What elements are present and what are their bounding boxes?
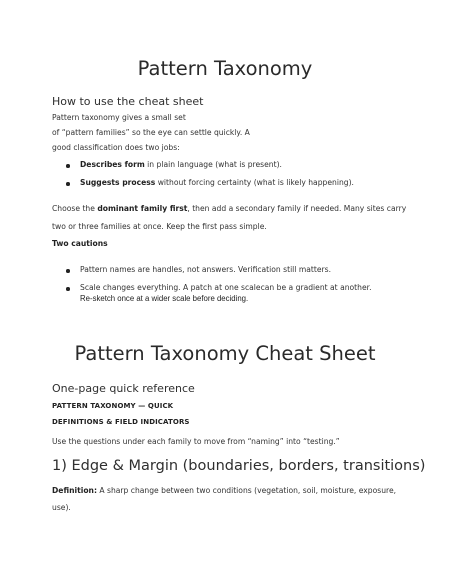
job-item-2 (80, 178, 354, 187)
cautions-heading: Two cautions (52, 239, 108, 248)
family-heading: 1) Edge & Margin (boundaries, borders, transitions) (52, 458, 426, 474)
job-item-1-text: in plain language (what is present). (144, 160, 282, 169)
caps-heading-line-1: PATTERN TAXONOMY — QUICK (52, 402, 174, 410)
choose-post: , then add a secondary family if needed. Many sites carry (187, 204, 407, 213)
definition-paragraph (52, 486, 396, 495)
instruction-text: Use the questions under each family to move from “naming” into “testing.” (52, 437, 340, 446)
bullet-icon (66, 287, 70, 291)
choose-paragraph (52, 204, 406, 213)
intro-line-3: good classification does two jobs: (52, 143, 180, 152)
definition-paragraph-line-2: use). (52, 503, 71, 512)
definition-text: A sharp change between two conditions (vegetation, soil, moisture, exposure, (96, 486, 397, 495)
job-item-1-bold: Describes form (80, 160, 145, 169)
job-item-2-bold: Suggests process (80, 178, 156, 187)
page-title: Pattern Taxonomy (137, 57, 313, 80)
job-item-2-text: without forcing certainty (what is likely happening). (155, 178, 354, 187)
bullet-icon (66, 182, 70, 186)
cheat-sheet-subheading: One-page quick reference (52, 382, 195, 395)
caution-item-2-continued: Re-sketch once at a wider scale before deciding. (80, 294, 249, 303)
caution-item-2: Scale changes everything. A patch at one scalecan be a gradient at another. (80, 283, 372, 292)
choose-pre: Choose the (52, 204, 98, 213)
cheat-sheet-title: Pattern Taxonomy Cheat Sheet (74, 342, 376, 365)
job-item-1 (80, 160, 282, 169)
section-subheading: How to use the cheat sheet (52, 95, 204, 108)
intro-line-2: of “pattern families” so the eye can settle quickly. A (52, 128, 250, 137)
choose-paragraph-line-2: two or three families at once. Keep the first pass simple. (52, 222, 267, 231)
bullet-icon (66, 164, 70, 168)
intro-line-1: Pattern taxonomy gives a small set (52, 113, 186, 122)
choose-bold: dominant family first (97, 204, 188, 213)
caution-item-1: Pattern names are handles, not answers. Verification still matters. (80, 265, 331, 274)
caps-heading-line-2: DEFINITIONS & FIELD INDICATORS (52, 418, 190, 426)
bullet-icon (66, 269, 70, 273)
definition-label: Definition: (52, 486, 97, 495)
